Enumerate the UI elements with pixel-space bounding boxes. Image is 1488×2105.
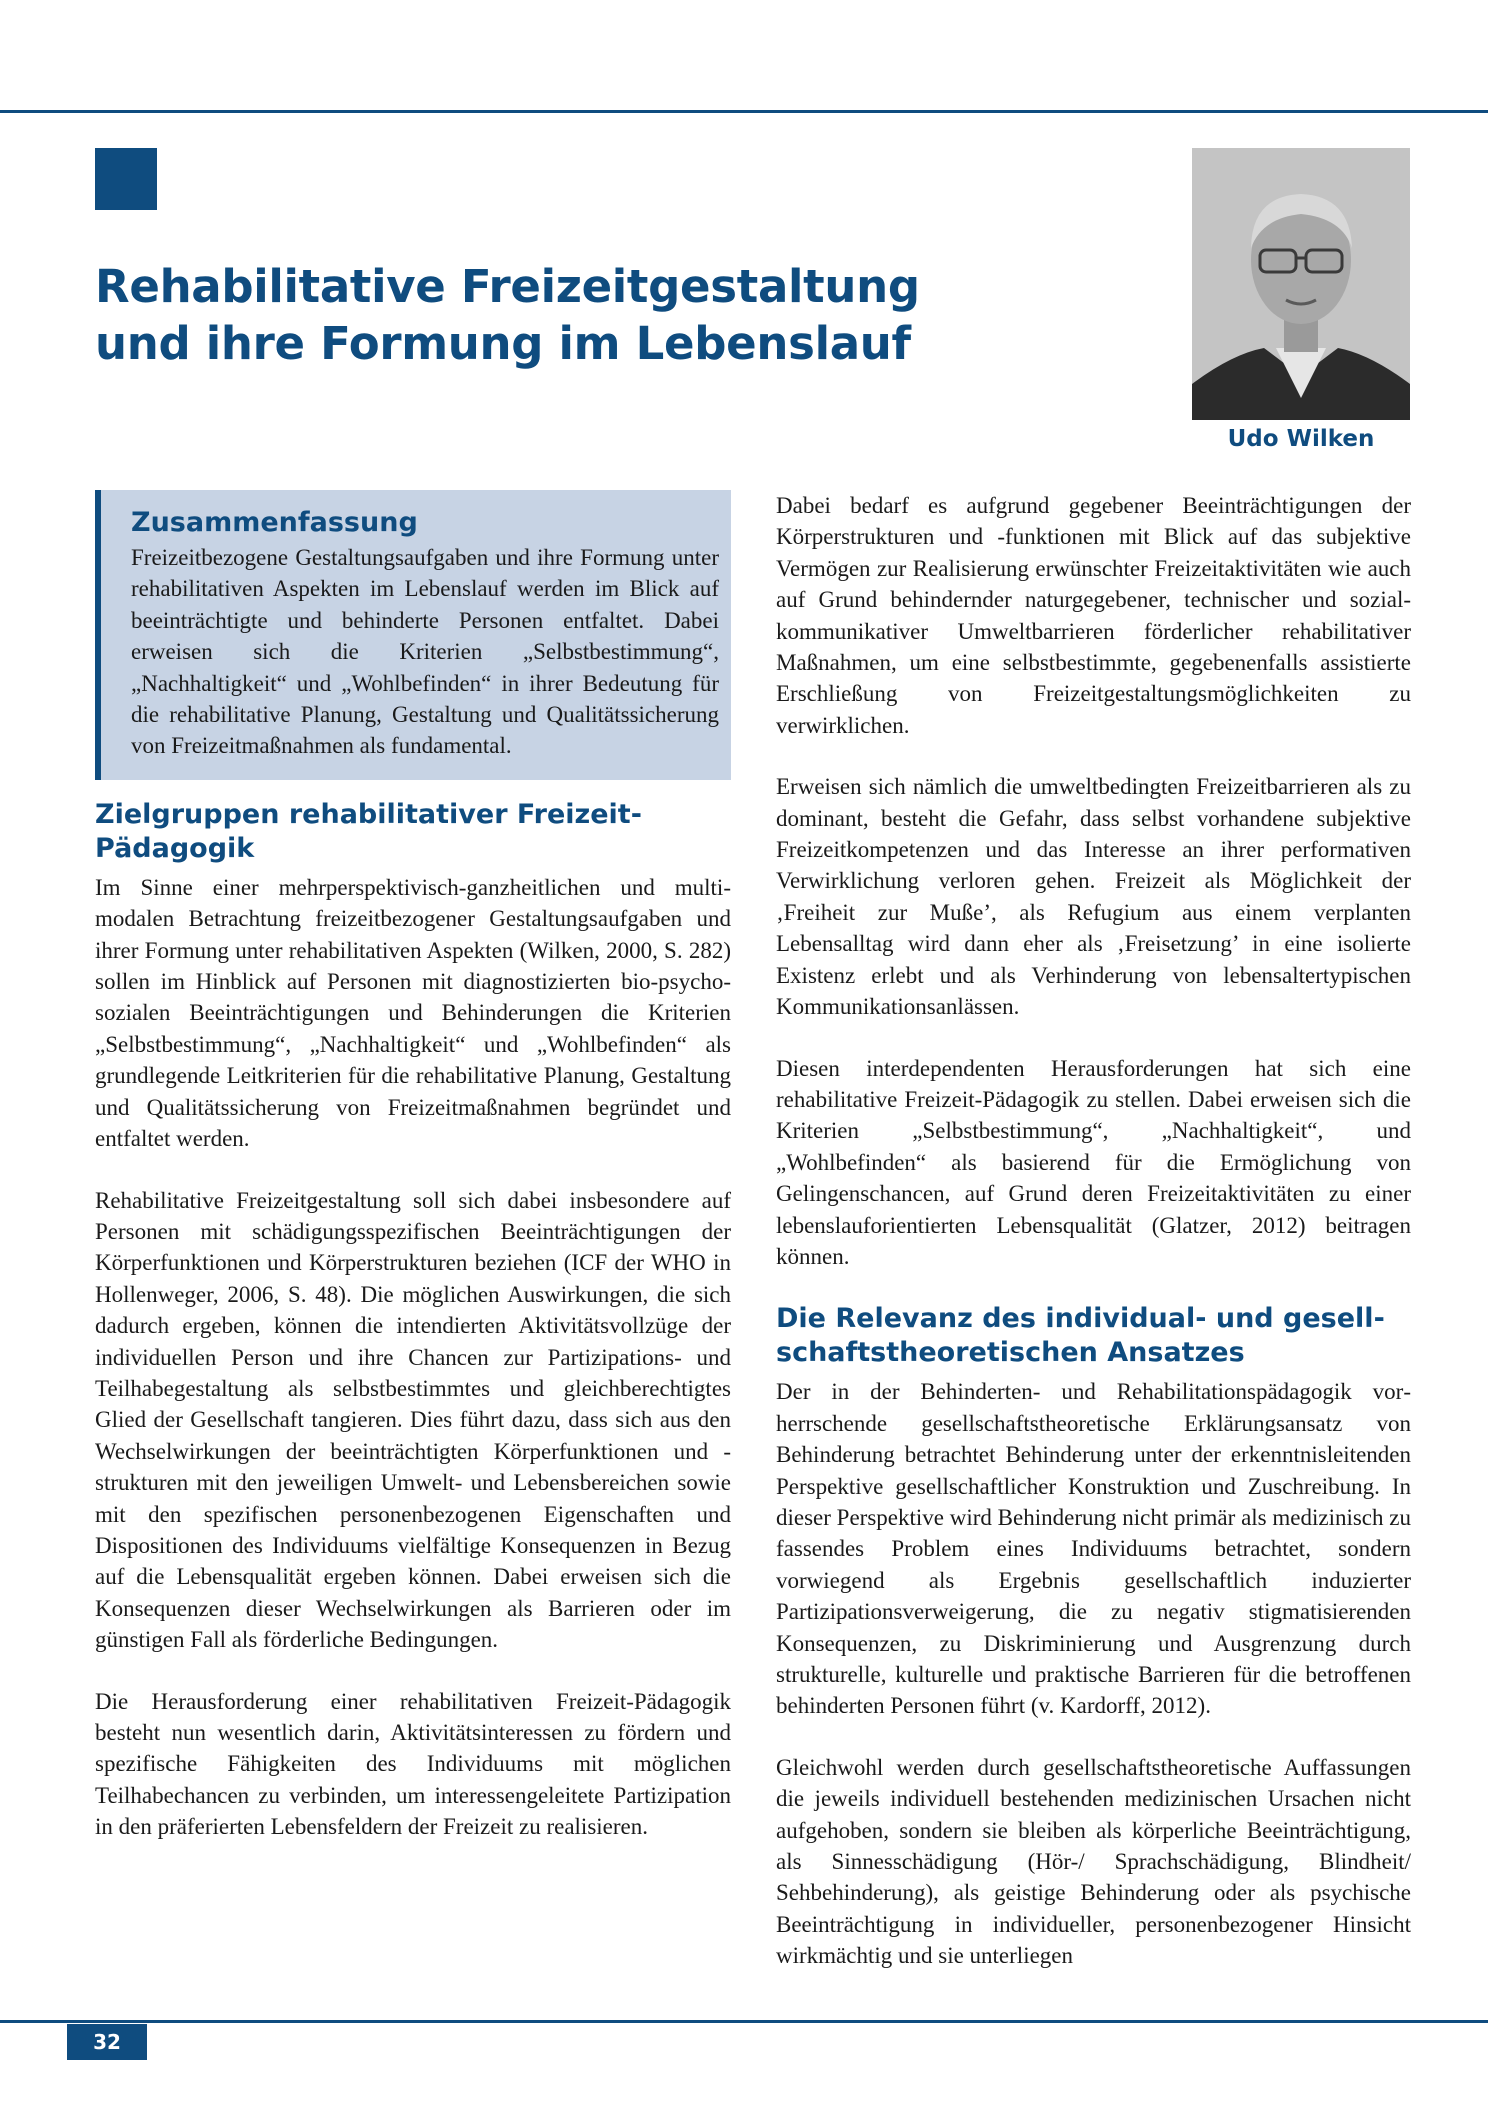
- abstract-text: Freizeitbezogene Gestaltungsaufgaben und ihre Formung unter rehabilitativen Aspekten im Lebenslauf werden im Blick auf beeinträchtigte und behinderte Personen entfaltet. Dabei erweisen sich die Kriterien „Selbstbestimmung“, „Nachhaltigkeit“ und „Wohlbefinden“ in ihrer Bedeutung für die rehabilitative Planung, Gestaltung und Qualitätssicherung von Freizeitmaßnahmen als fundamental.: [131, 545, 719, 759]
- body-paragraph: Die Herausforderung einer rehabilitativen Freizeit-Pädagogik besteht nun wesentlich darin, Aktivitätsinteressen zu fördern und spezifische Fähigkeiten des Individuums mit möglichen Teilhabechancen zu verbinden, um interessengeleitete Partizipation in den präferierten Lebensfeldern der Freizeit zu realisieren.: [95, 1688, 731, 1840]
- section-heading-relevanz: Die Relevanz des individual- und gesellschaftstheoretischen Ansatzes: [776, 1303, 1385, 1369]
- body-paragraph: Rehabilitative Freizeitgestaltung soll sich dabei insbesondere auf Personen mit schädigungsspezifischen Beeinträchtigungen der Körperfunktionen und Körperstrukturen beziehen (ICF der WHO in Hollenweger, 2006, S. 48). Die möglichen Auswirkungen, die sich dadurch ergeben, können die intendierten Aktivitätsvollzüge der individuellen Person und ihre Chancen zur Partizipations- und Teilhabegestaltung als selbstbestimmtes und gleichberechtigtes Glied der Gesellschaft tangieren. Dies führt dazu, dass sich aus den Wechselwirkungen der beeinträchtigten Körperfunktionen und -strukturen mit den jeweiligen Umwelt- und Lebensbereichen sowie mit den spezifischen personenbezogenen Eigenschaften und Dispositionen des Individuums vielfältige Konsequenzen in Bezug auf die Lebensqualität ergeben können. Dabei erweisen sich die Konsequenzen dieser Wechselwirkungen als Barrieren oder im günstigen Fall als förderliche Bedingungen.: [95, 1187, 731, 1653]
- abstract-heading: Zusammenfassung: [131, 507, 418, 538]
- bottom-divider: [0, 2020, 1488, 2023]
- body-paragraph: Der in der Behinderten- und Rehabilitationspädagogik vorherrschende gesellschaftstheoretische Erklärungsansatz von Behinderung betrachtet Behinderung unter der erkenntnisleitenden Perspektive gesellschaftlicher Konstruktion und Zuschreibung. In dieser Perspektive wird Behinderung nicht primär als medizinisch zu fassendes Problem eines Individuums betrachtet, sondern vorwiegend als Ergebnis gesellschaftlich induzierter Partizipationsverweigerung, die zu negativ stigmatisierenden Konsequenzen, zu Diskriminierung und Ausgrenzung durch strukturelle, kulturelle und praktische Barrieren für die betroffenen behinderten Personen führt (v. Kardorff, 2012).: [776, 1379, 1411, 1719]
- author-portrait-illustration: [1192, 148, 1410, 420]
- title-line-2: und ihre Formung im Lebenslauf: [95, 317, 911, 370]
- section-marker-square: [95, 148, 157, 210]
- article-title: [95, 258, 995, 372]
- left-column: [95, 490, 731, 1873]
- body-paragraph: Im Sinne einer mehrperspektivisch-ganzheitlichen und multimodalen Betrachtung freizeitbezogener Gestaltungsaufgaben und ihrer Formung unter rehabilitativen Aspekten (Wilken, 2000, S. 282) sollen im Hinblick auf Personen mit diagnostizierten bio-psycho-sozialen Beeinträchtigungen und Behinderungen die Kriterien „Selbstbestimmung“, „Nachhaltigkeit“ und „Wohlbefinden“ als grundlegende Leitkriterien für die rehabilitative Planung, Gestaltung und Qualitätssicherung von Freizeitmaßnahmen begründet und entfaltet werden.: [95, 874, 731, 1152]
- title-line-1: Rehabilitative Freizeitgestaltung: [95, 260, 920, 313]
- right-column: [776, 490, 1411, 2002]
- body-paragraph: Erweisen sich nämlich die umweltbedingten Freizeitbarrieren als zu dominant, besteht die Gefahr, dass selbst vorhandene subjektive Freizeitkompetenzen und das Interesse an ihrer performativen Verwirklichung verloren gehen. Freizeit als Möglichkeit der ‚Freiheit zur Muße’, als Refugium aus einem verplanten Lebensalltag wird dann eher als ‚Freisetzung’ in eine isolierte Existenz erlebt und als Verhinderung von lebensaltertypischen Kommunikationsanlässen.: [776, 774, 1411, 1020]
- abstract-box: [95, 490, 731, 780]
- body-paragraph: Diesen interdependenten Herausforderungen hat sich eine rehabilitative Freizeit-Pädagogik zu stellen. Dabei erweisen sich die Kriterien „Selbstbestimmung“, „Nachhaltigkeit“, und „Wohlbefinden“ als basierend für die Ermöglichung von Gelingenschancen, auf Grund deren Freizeitaktivitäten zu einer lebenslauforientierten Lebensqualität (Glatzer, 2012) beitragen können.: [776, 1055, 1411, 1269]
- page-number: 32: [67, 2024, 147, 2060]
- author-photo: [1192, 148, 1410, 420]
- body-paragraph: Gleichwohl werden durch gesellschaftstheoretische Auffassungen die jeweils individuell bestehenden medizinischen Ursachen nicht aufgehoben, sondern sie bleiben als körperliche Beeinträchtigung, als Sinnesschädigung (Hör-/ Sprachschädigung, Blindheit/ Sehbehinderung), als geistige Behinderung oder als psychische Beeinträchtigung in individueller, personenbezogener Hinsicht wirkmächtig und sie unterliegen: [776, 1754, 1411, 1969]
- top-divider: [0, 110, 1488, 113]
- author-name: Udo Wilken: [1227, 426, 1375, 452]
- section-heading-zielgruppen: Zielgruppen rehabilitativer Freizeit-Pädagogik: [95, 798, 642, 864]
- body-paragraph: Dabei bedarf es aufgrund gegebener Beeinträchtigungen der Körperstrukturen und -funktionen mit Blick auf das subjektive Vermögen zur Realisierung erwünschter Freizeitaktivitäten wie auch auf Grund behindernder naturgegebener, technischer und sozial-kommunikativer Umweltbarrieren förderlicher rehabilitativer Maßnahmen, um eine selbstbestimmte, gegebenenfalls assistierte Erschließung von Freizeitgestaltungsmöglichkeiten zu verwirklichen.: [776, 493, 1411, 738]
